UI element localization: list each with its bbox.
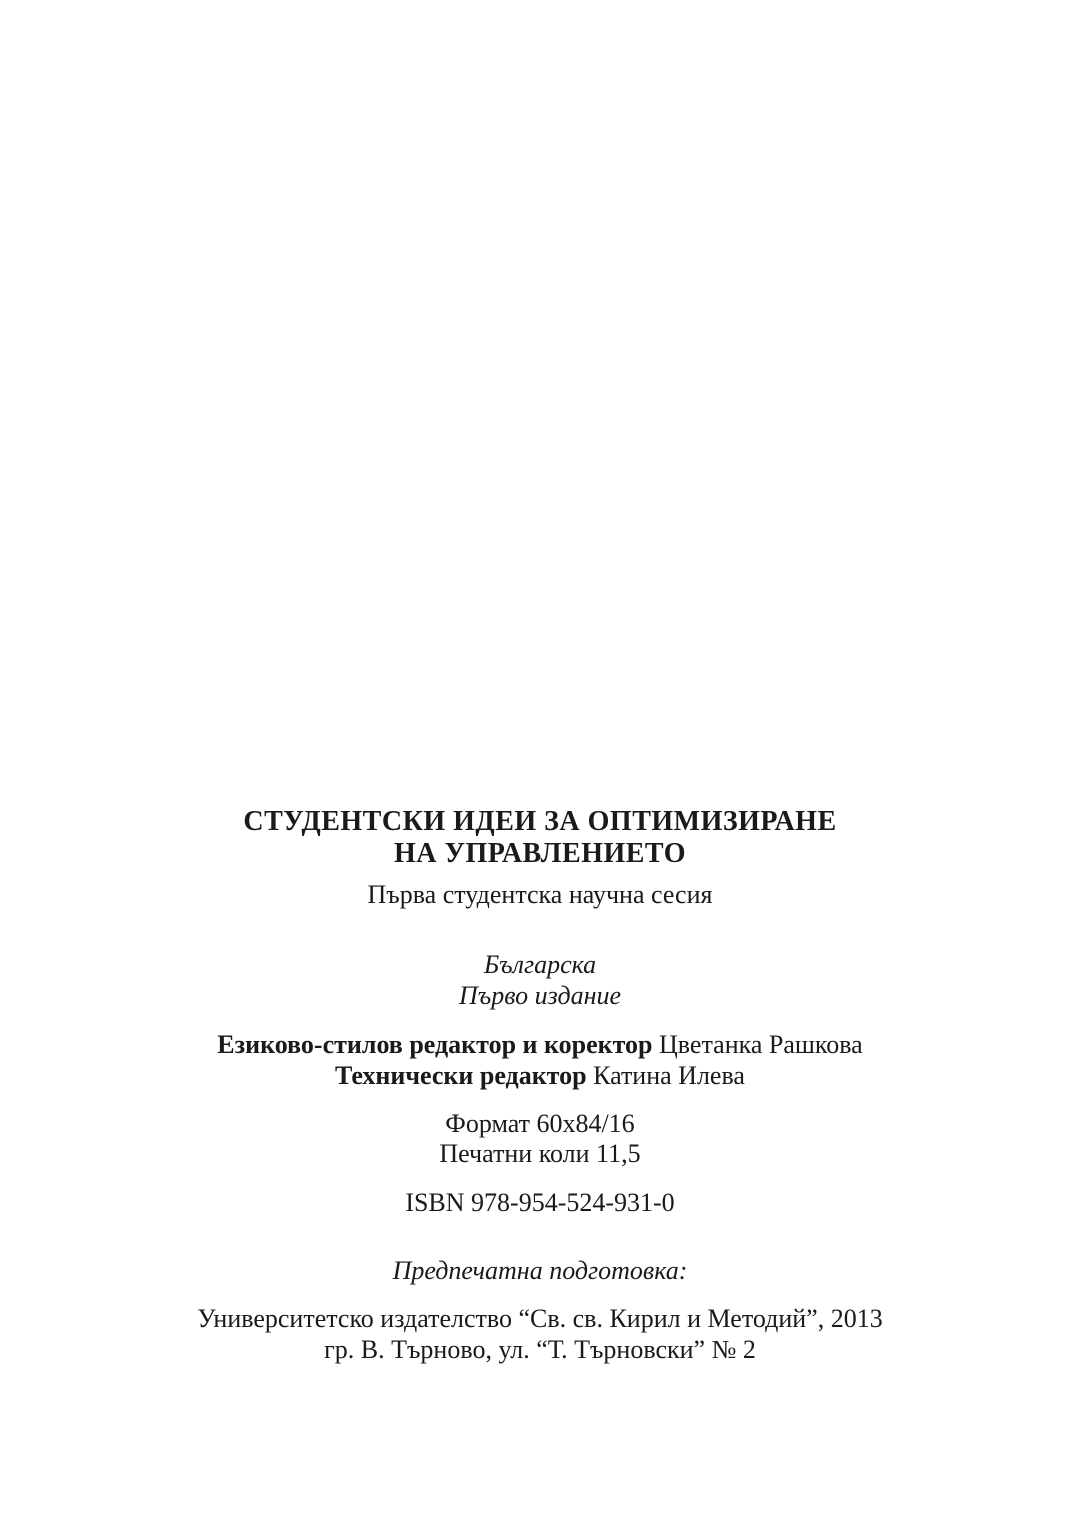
book-title-line-1: СТУДЕНТСКИ ИДЕИ ЗА ОПТИМИЗИРАНЕ bbox=[243, 806, 837, 837]
book-title-line-2: НА УПРАВЛЕНИЕТО bbox=[393, 838, 687, 869]
language-label: Българска bbox=[483, 950, 597, 979]
publisher-line-1: Университетско издателство “Св. св. Кирил и Методий”, 2013 bbox=[197, 1304, 883, 1333]
print-sheets-info: Печатни коли 11,5 bbox=[439, 1139, 641, 1168]
language-editor-role: Езиково-стилов редактор и коректор bbox=[217, 1030, 653, 1059]
technical-editor-credit bbox=[0, 1060, 1080, 1092]
format-info: Формат 60x84/16 bbox=[445, 1109, 635, 1138]
edition-label: Първо издание bbox=[458, 981, 622, 1010]
publisher-address: гр. В. Търново, ул. “Т. Търновски” № 2 bbox=[324, 1335, 756, 1364]
technical-editor-name: Катина Илева bbox=[593, 1061, 745, 1090]
book-subtitle: Първа студентска научна сесия bbox=[367, 880, 713, 909]
isbn: ISBN 978-954-524-931-0 bbox=[405, 1188, 675, 1217]
prepress-label: Предпечатна подготовка: bbox=[392, 1256, 688, 1285]
technical-editor-role: Технически редактор bbox=[335, 1061, 587, 1090]
language-editor-credit bbox=[0, 1029, 1080, 1061]
language-editor-name: Цветанка Рашкова bbox=[659, 1030, 863, 1059]
